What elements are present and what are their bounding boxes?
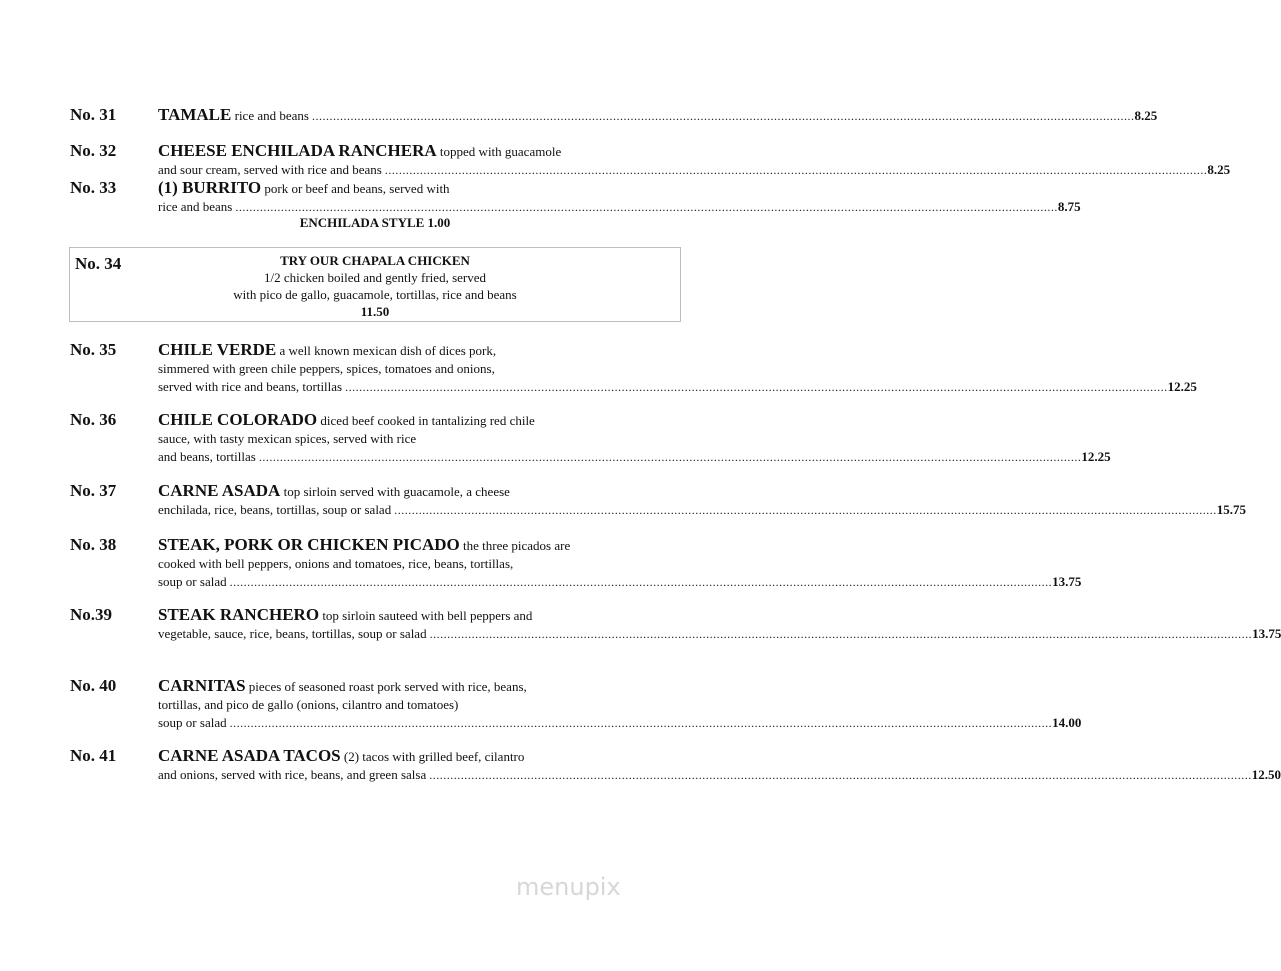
item-line-text <box>158 161 382 179</box>
item-line <box>158 696 672 714</box>
item-description: diced beef cooked in tantalizing red chile <box>317 413 535 428</box>
item-price: 13.75 <box>1252 626 1281 641</box>
item-name: CHILE COLORADO <box>158 410 318 429</box>
item-line <box>158 747 672 766</box>
item-description: a well known mexican dish of dices pork, <box>276 343 497 358</box>
item-line <box>158 555 672 573</box>
item-price: 8.25 <box>1207 162 1231 177</box>
item-description: (2) tacos with grilled beef, cilantro <box>340 749 525 764</box>
item-description: simmered with green chile peppers, spices, tomatoes and onions, <box>158 361 495 376</box>
item-name: CARNE ASADA TACOS <box>158 746 341 765</box>
item-description: soup or salad <box>158 574 227 589</box>
item-line <box>158 430 672 448</box>
price-leader: ........................................................................................................................................................................................................................................... <box>235 200 1058 214</box>
item-line <box>158 341 672 360</box>
item-body <box>158 746 1281 784</box>
item-description: rice and beans <box>158 199 233 214</box>
item-name: STEAK RANCHERO <box>158 605 320 624</box>
item-description: and onions, served with rice, beans, and green salsa <box>158 767 427 782</box>
item-description: top sirloin served with guacamole, a cheese <box>280 484 510 499</box>
item-line <box>158 536 672 555</box>
item-description: the three picados are <box>459 538 571 553</box>
special-price: 11.50 <box>360 304 390 319</box>
item-price: 8.75 <box>1057 199 1081 214</box>
price-leader: ........................................................................................................................................................................................................................................... <box>429 627 1253 641</box>
item-number: No. 32 <box>70 141 117 160</box>
item-description: soup or salad <box>158 715 227 730</box>
item-number: No. 33 <box>70 178 117 197</box>
item-description: pieces of seasoned roast pork served with rice, beans, <box>245 679 527 694</box>
item-line <box>158 714 1082 732</box>
item-line-text <box>158 573 227 591</box>
price-leader: ........................................................................................................................................................................................................................................... <box>229 575 1053 589</box>
item-name: CHEESE ENCHILADA RANCHERA <box>158 141 437 160</box>
item-number: No. 31 <box>70 105 117 124</box>
item-line <box>158 606 672 625</box>
item-line <box>158 105 1158 125</box>
item-line-text <box>158 501 391 519</box>
item-body <box>158 535 1082 591</box>
item-number: No. 41 <box>70 746 117 765</box>
item-price: 12.50 <box>1251 767 1281 782</box>
special-description-line: with pico de gallo, guacamole, tortillas, rice and beans <box>233 287 517 302</box>
item-line <box>158 573 1082 591</box>
item-price: 12.25 <box>1167 379 1197 394</box>
item-name: (1) BURRITO <box>158 178 262 197</box>
item-line-text <box>158 106 309 125</box>
item-name: CARNE ASADA <box>158 481 281 500</box>
price-leader: ........................................................................................................................................................................................................................................... <box>345 380 1168 394</box>
item-price: 15.75 <box>1216 502 1246 517</box>
item-name: STEAK, PORK OR CHICKEN PICADO <box>158 535 460 554</box>
item-number: No. 34 <box>75 254 122 273</box>
item-line-text <box>158 625 427 643</box>
item-description: sauce, with tasty mexican spices, served with rice <box>158 431 417 446</box>
item-body <box>158 410 1111 466</box>
price-leader: ........................................................................................................................................................................................................................................... <box>311 109 1135 123</box>
item-price: 13.75 <box>1052 574 1082 589</box>
item-line <box>158 161 1231 179</box>
item-name: CARNITAS <box>158 676 246 695</box>
item-number: No. 35 <box>70 340 117 359</box>
item-body <box>158 481 1246 519</box>
item-body <box>158 141 1231 179</box>
item-description: vegetable, sauce, rice, beans, tortillas, soup or salad <box>158 626 427 641</box>
item-description: pork or beef and beans, served with <box>261 181 450 196</box>
item-description: topped with guacamole <box>436 144 562 159</box>
item-line <box>158 360 672 378</box>
item-number: No. 36 <box>70 410 117 429</box>
price-leader: ........................................................................................................................................................................................................................................... <box>429 768 1252 782</box>
item-line <box>158 179 672 198</box>
item-line-text <box>158 448 256 466</box>
item-line <box>158 501 1246 519</box>
price-leader: ........................................................................................................................................................................................................................................... <box>384 163 1208 177</box>
item-body <box>158 676 1082 732</box>
item-description: tortillas, and pico de gallo (onions, cilantro and tomatoes) <box>158 697 459 712</box>
item-description: enchilada, rice, beans, tortillas, soup or salad <box>158 502 392 517</box>
item-line-text <box>158 714 227 732</box>
item-price: 14.00 <box>1052 715 1082 730</box>
item-line <box>158 142 672 161</box>
special-item-box <box>69 247 681 322</box>
item-price: 8.25 <box>1134 108 1158 123</box>
item-body <box>158 340 1197 396</box>
item-name: TAMALE <box>158 105 232 124</box>
item-name: CHILE VERDE <box>158 340 277 359</box>
item-body <box>158 178 1081 216</box>
item-description: served with rice and beans, tortillas <box>158 379 343 394</box>
item-line <box>158 378 1197 396</box>
item-line <box>158 482 672 501</box>
item-line <box>158 766 1281 784</box>
special-title: TRY OUR CHAPALA CHICKEN <box>280 253 470 268</box>
enchilada-style-note: ENCHILADA STYLE 1.00 <box>299 215 451 230</box>
item-price: 12.25 <box>1081 449 1111 464</box>
item-line <box>158 677 672 696</box>
item-number: No. 37 <box>70 481 117 500</box>
item-description: cooked with bell peppers, onions and tomatoes, rice, beans, tortillas, <box>158 556 514 571</box>
item-line-text <box>158 378 342 396</box>
menupix-watermark: menupix <box>516 873 621 901</box>
item-body <box>158 105 1158 125</box>
item-body <box>158 605 1281 643</box>
item-number: No. 40 <box>70 676 117 695</box>
item-number: No.39 <box>70 605 113 624</box>
item-description: top sirloin sauteed with bell peppers and <box>319 608 533 623</box>
price-leader: ........................................................................................................................................................................................................................................... <box>258 450 1082 464</box>
item-line <box>158 448 1111 466</box>
item-number: No. 38 <box>70 535 117 554</box>
price-leader: ........................................................................................................................................................................................................................................... <box>394 503 1217 517</box>
item-line <box>158 411 672 430</box>
item-line-text <box>158 766 426 784</box>
item-line <box>158 625 1281 643</box>
item-description: rice and beans <box>231 108 309 123</box>
price-leader: ........................................................................................................................................................................................................................................... <box>229 716 1053 730</box>
item-description: and sour cream, served with rice and beans <box>158 162 382 177</box>
special-description-line: 1/2 chicken boiled and gently fried, served <box>263 270 486 285</box>
item-description: and beans, tortillas <box>158 449 256 464</box>
